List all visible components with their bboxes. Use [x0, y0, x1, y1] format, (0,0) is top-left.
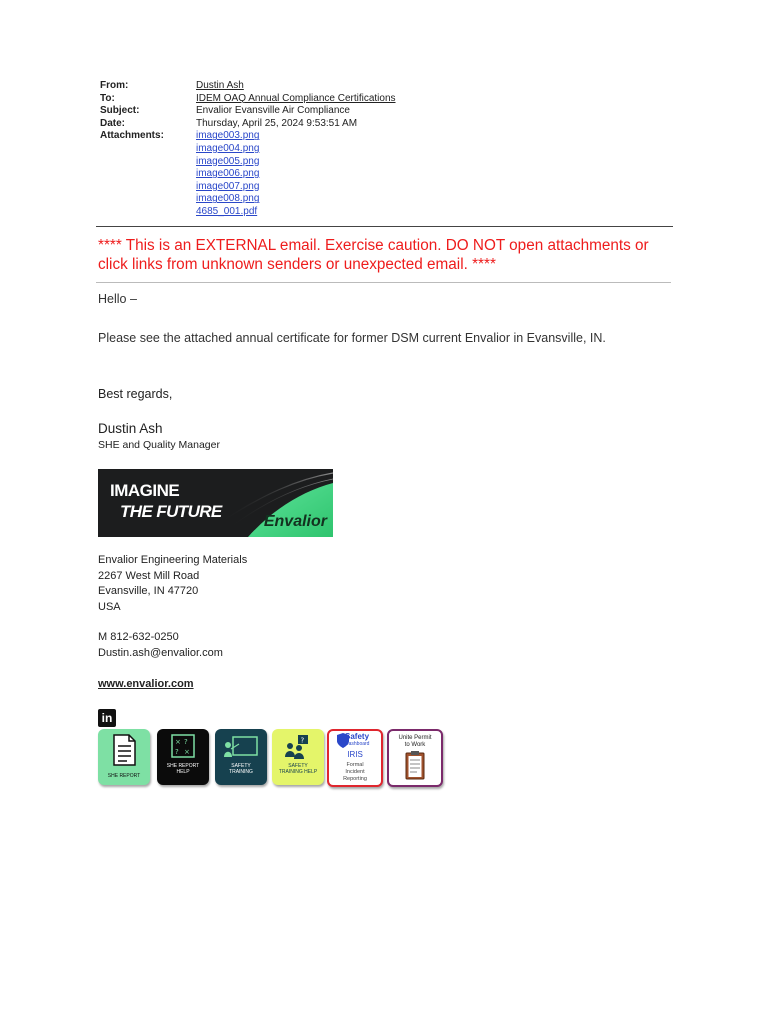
- banner-brand: Envalior: [263, 513, 327, 530]
- tile-title: Safety: [345, 732, 370, 741]
- external-warning: **** This is an EXTERNAL email. Exercise caution. DO NOT open attachments or click links from unknown senders or unexpected email. ****: [98, 237, 649, 273]
- attachment-link[interactable]: image004.png: [196, 142, 260, 154]
- company-name: Envalior Engineering Materials: [98, 554, 248, 566]
- country: USA: [98, 600, 121, 613]
- tile-subtitle: Dashboard: [345, 741, 370, 747]
- tile-caption: SHE REPORT: [107, 773, 141, 779]
- email-header: [100, 80, 396, 219]
- warning-divider: [96, 282, 671, 283]
- date-label: Date:: [100, 117, 126, 129]
- tile-line3: Reporting: [343, 776, 367, 782]
- unite-permit-tile[interactable]: [387, 729, 443, 787]
- tile-line2: Incident: [345, 769, 365, 775]
- to-label: To:: [100, 92, 115, 104]
- attachments-label: Attachments:: [100, 130, 164, 142]
- envalior-banner: [98, 469, 333, 537]
- svg-text:×: ×: [184, 748, 190, 756]
- date-value: Thursday, April 25, 2024 9:53:51 AM: [196, 117, 358, 129]
- website-link[interactable]: www.envalior.com: [98, 678, 194, 690]
- subject-label: Subject:: [100, 105, 140, 117]
- tile-line1: Unite Permit: [398, 735, 432, 741]
- tile-caption-2: TRAINING: [229, 769, 253, 775]
- attachments-list: [196, 130, 259, 218]
- to-link[interactable]: IDEM OAQ Annual Compliance Certifications: [196, 92, 396, 104]
- company-address: [98, 553, 247, 615]
- tile-caption-1: SAFETY: [288, 763, 308, 769]
- attachment-link[interactable]: 4685_001.pdf: [196, 205, 258, 217]
- svg-text:?: ?: [175, 748, 179, 756]
- svg-text:×: ×: [175, 738, 181, 746]
- attachment-link[interactable]: image006.png: [196, 168, 260, 180]
- header-divider: [96, 226, 673, 227]
- safety-dashboard-iris-tile[interactable]: [327, 729, 383, 787]
- tile-caption-2: TRAINING HELP: [278, 769, 318, 775]
- from-link[interactable]: Dustin Ash: [196, 80, 244, 91]
- street: 2267 West Mill Road: [98, 569, 200, 582]
- signature-title: SHE and Quality Manager: [98, 439, 220, 451]
- phone: M 812-632-0250: [98, 631, 179, 643]
- she-report-tile[interactable]: [98, 729, 150, 785]
- tile-line1: Formal: [346, 762, 364, 768]
- city: Evansville, IN 47720: [98, 585, 199, 597]
- message-text: Please see the attached annual certificate for former DSM current Envalior in Evansville, IN.: [98, 331, 606, 345]
- tile-caption-2: HELP: [176, 769, 190, 775]
- subject-value: Envalior Evansville Air Compliance: [196, 105, 350, 117]
- from-label: From:: [100, 80, 129, 91]
- training-help-icon: [272, 729, 324, 785]
- presentation-icon: [215, 729, 267, 785]
- attachment-link[interactable]: image003.png: [196, 130, 260, 142]
- tile-line2: to Work: [404, 742, 426, 748]
- banner-line1: IMAGINE: [110, 481, 180, 500]
- linkedin-icon[interactable]: in: [98, 709, 116, 727]
- tile-caption-1: SHE REPORT: [166, 763, 200, 769]
- she-report-help-tile[interactable]: [157, 729, 209, 785]
- greeting: Hello –: [98, 292, 137, 306]
- tile-caption-1: SAFETY: [231, 763, 251, 769]
- signature-name: Dustin Ash: [98, 421, 163, 436]
- svg-text:?: ?: [184, 738, 188, 746]
- clipboard-icon: [389, 731, 441, 785]
- contact-info: [98, 630, 223, 661]
- safety-training-tile[interactable]: [215, 729, 267, 785]
- email-address[interactable]: Dustin.ash@envalior.com: [98, 646, 223, 659]
- tile-iris: IRIS: [347, 750, 363, 759]
- attachment-link[interactable]: image008.png: [196, 193, 260, 205]
- help-board-icon: [157, 729, 209, 785]
- attachment-link[interactable]: image005.png: [196, 155, 260, 167]
- attachment-link[interactable]: image007.png: [196, 180, 260, 192]
- svg-text:?: ?: [300, 736, 305, 745]
- safety-training-help-tile[interactable]: [272, 729, 324, 785]
- banner-line2: THE FUTURE: [120, 502, 222, 521]
- closing: Best regards,: [98, 387, 173, 401]
